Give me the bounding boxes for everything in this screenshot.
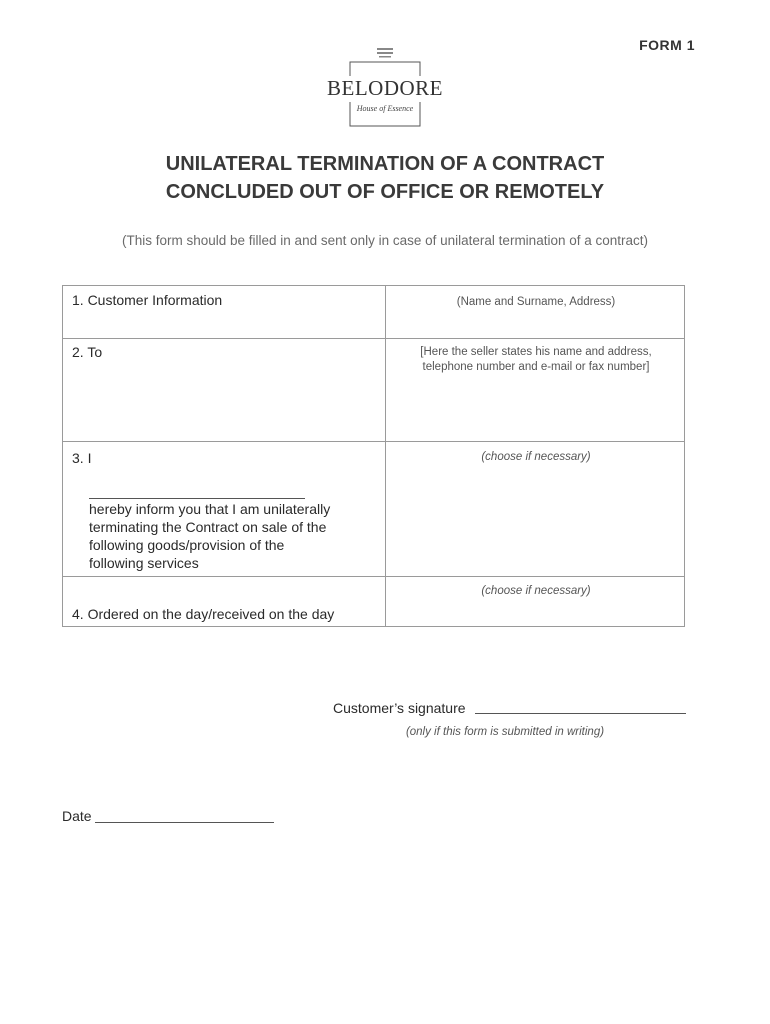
row-divider: [63, 441, 684, 442]
page-title: [80, 150, 690, 206]
logo-wordmark: BELODORE: [327, 76, 443, 100]
signature-label: Customer’s signature: [333, 700, 466, 716]
customer-info-label: 1. Customer Information: [72, 292, 223, 308]
order-date-hint[interactable]: (choose if necessary): [481, 585, 591, 597]
row-divider: [63, 576, 684, 577]
row-divider: [63, 338, 684, 339]
date-label: Date: [62, 808, 92, 824]
declaration-line-4: following services: [89, 555, 199, 571]
instructions-text: (This form should be filled in and sent only in case of unilateral termination of a contract): [121, 233, 649, 248]
title-line-1: UNILATERAL TERMINATION OF A CONTRACT: [165, 153, 605, 175]
declaration-line-1: hereby inform you that I am unilaterally: [89, 501, 331, 517]
recipient-hint-line-2: telephone number and e-mail or fax number]: [422, 361, 650, 373]
signature-line[interactable]: [475, 713, 686, 714]
brand-logo: [320, 46, 450, 130]
declaration-text: [89, 500, 369, 572]
order-date-label: 4. Ordered on the day/received on the day: [72, 606, 335, 622]
declaration-line-3: following goods/provision of the: [89, 537, 285, 553]
date-line[interactable]: [95, 822, 274, 823]
recipient-label: 2. To: [72, 344, 103, 360]
recipient-hint-line-1: [Here the seller states his name and address,: [420, 346, 652, 358]
title-line-2: CONCLUDED OUT OF OFFICE OR REMOTELY: [165, 181, 605, 203]
declarant-name-line[interactable]: [89, 498, 305, 499]
termination-form-table: [62, 285, 685, 627]
form-number: FORM 1: [639, 37, 695, 53]
customer-info-hint[interactable]: (Name and Surname, Address): [456, 296, 616, 308]
logo-tagline: House of Essence: [356, 104, 414, 113]
recipient-hint[interactable]: [386, 345, 686, 375]
goods-services-hint[interactable]: (choose if necessary): [481, 451, 591, 463]
declaration-line-2: terminating the Contract on sale of the: [89, 519, 327, 535]
signature-note: (only if this form is submitted in writing): [405, 726, 605, 738]
declarant-label: 3. I: [72, 450, 92, 466]
